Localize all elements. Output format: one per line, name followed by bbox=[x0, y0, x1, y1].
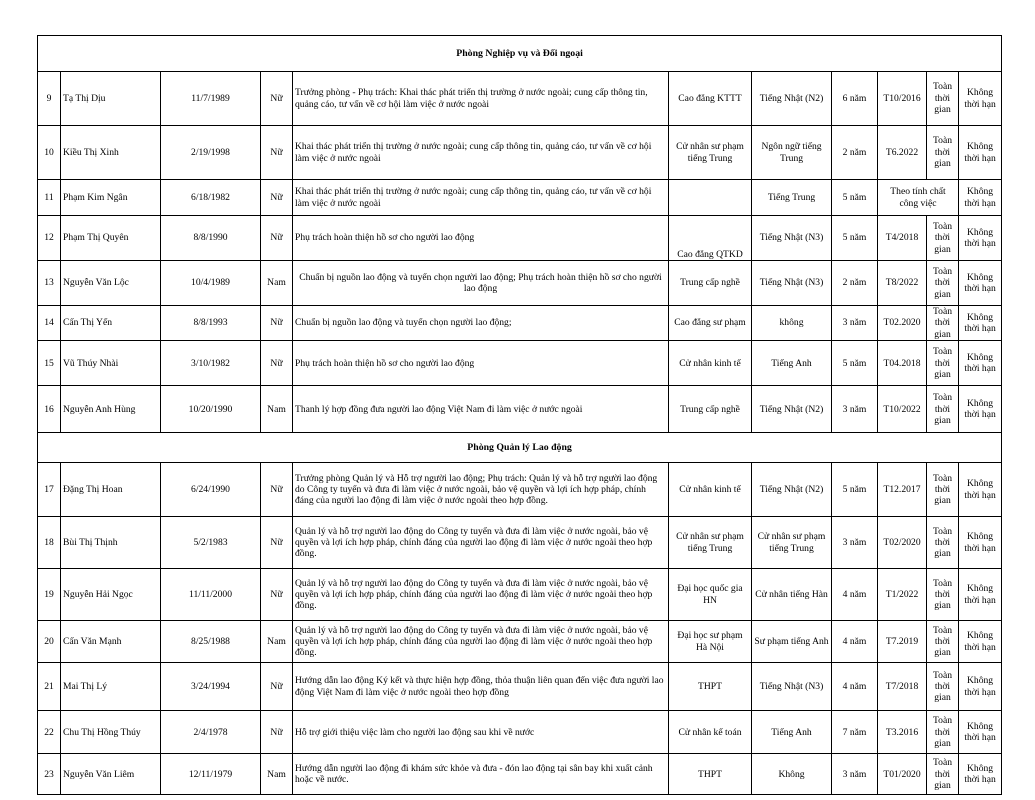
row-number: 22 bbox=[38, 711, 61, 754]
foreign-language: không bbox=[752, 306, 832, 341]
employee-name: Phạm Kim Ngân bbox=[61, 180, 161, 216]
foreign-language: Ngôn ngữ tiếng Trung bbox=[752, 126, 832, 180]
work-time: Toàn thời gian bbox=[927, 569, 959, 621]
table-row bbox=[38, 711, 1002, 754]
education-degree: Cử nhân kế toán bbox=[669, 711, 752, 754]
gender: Nam bbox=[261, 754, 293, 795]
job-duty: Hướng dẫn lao động Ký kết và thực hiện hợp đồng, thỏa thuận liên quan đến việc đưa người lao động Việt Nam đi làm việc ở nước ngoài theo hợp đồng bbox=[293, 663, 669, 711]
contract-type: Không thời hạn bbox=[959, 621, 1002, 663]
job-duty: Trưởng phòng Quản lý và Hỗ trợ người lao động; Phụ trách: Quản lý và hỗ trợ người lao động do Công ty tuyển và đưa đi làm việc ở nước ngoài, bảo vệ quyền và lợi ích hợp pháp, chính đáng của người lao động đi làm việc ở nước ngoài theo hợp đồng. bbox=[293, 463, 669, 517]
contract-type: Không thời hạn bbox=[959, 180, 1002, 216]
job-duty: Phụ trách hoàn thiện hồ sơ cho người lao động bbox=[293, 341, 669, 386]
foreign-language: Cử nhân tiếng Hàn bbox=[752, 569, 832, 621]
row-number: 20 bbox=[38, 621, 61, 663]
work-time: Toàn thời gian bbox=[927, 341, 959, 386]
table-row bbox=[38, 126, 1002, 180]
contract-type: Không thời hạn bbox=[959, 663, 1002, 711]
education-degree: Trung cấp nghề bbox=[669, 386, 752, 433]
start-date: T4/2018 bbox=[878, 216, 927, 261]
experience-years: 3 năm bbox=[832, 306, 878, 341]
job-duty: Quản lý và hỗ trợ người lao động do Công ty tuyển và đưa đi làm việc ở nước ngoài, bảo vệ quyền và lợi ích hợp pháp, chính đáng của người lao động đi làm việc ở nước ngoài theo hợp đồng. bbox=[293, 621, 669, 663]
job-duty: Trưởng phòng - Phụ trách: Khai thác phát triển thị trường ở nước ngoài; cung cấp thông tin, quảng cáo, tư vấn về cơ hội làm việc ở nước ngoài bbox=[293, 72, 669, 126]
employee-name: Tạ Thị Dịu bbox=[61, 72, 161, 126]
education-degree: Trung cấp nghề bbox=[669, 261, 752, 306]
row-number: 21 bbox=[38, 663, 61, 711]
experience-years: 5 năm bbox=[832, 216, 878, 261]
education-degree bbox=[669, 180, 752, 216]
experience-years: 3 năm bbox=[832, 517, 878, 569]
birth-date: 12/11/1979 bbox=[161, 754, 261, 795]
experience-years: 4 năm bbox=[832, 621, 878, 663]
employee-name: Cấn Văn Mạnh bbox=[61, 621, 161, 663]
education-degree: Cao đẳng KTTT bbox=[669, 72, 752, 126]
education-degree: THPT bbox=[669, 663, 752, 711]
contract-type: Không thời hạn bbox=[959, 306, 1002, 341]
contract-type: Không thời hạn bbox=[959, 711, 1002, 754]
contract-type: Không thời hạn bbox=[959, 72, 1002, 126]
work-time: Toàn thời gian bbox=[927, 386, 959, 433]
employee-name: Bùi Thị Thịnh bbox=[61, 517, 161, 569]
staff-table bbox=[37, 35, 1002, 795]
foreign-language: Tiếng Anh bbox=[752, 341, 832, 386]
foreign-language: Sư phạm tiếng Anh bbox=[752, 621, 832, 663]
foreign-language: Tiếng Nhật (N3) bbox=[752, 261, 832, 306]
gender: Nữ bbox=[261, 569, 293, 621]
section-title: Phòng Quản lý Lao động bbox=[38, 433, 1002, 463]
contract-type: Không thời hạn bbox=[959, 463, 1002, 517]
row-number: 19 bbox=[38, 569, 61, 621]
work-time: Toàn thời gian bbox=[927, 663, 959, 711]
experience-years: 2 năm bbox=[832, 261, 878, 306]
experience-years: 3 năm bbox=[832, 386, 878, 433]
contract-type: Không thời hạn bbox=[959, 517, 1002, 569]
row-number: 13 bbox=[38, 261, 61, 306]
birth-date: 11/7/1989 bbox=[161, 72, 261, 126]
gender: Nữ bbox=[261, 463, 293, 517]
table-row bbox=[38, 72, 1002, 126]
row-number: 12 bbox=[38, 216, 61, 261]
work-time: Toàn thời gian bbox=[927, 261, 959, 306]
row-number: 15 bbox=[38, 341, 61, 386]
experience-years: 5 năm bbox=[832, 463, 878, 517]
experience-years: 7 năm bbox=[832, 711, 878, 754]
foreign-language: Tiếng Trung bbox=[752, 180, 832, 216]
start-date: T7.2019 bbox=[878, 621, 927, 663]
foreign-language: Tiếng Nhật (N3) bbox=[752, 216, 832, 261]
education-degree: Đại học sư phạm Hà Nội bbox=[669, 621, 752, 663]
education-degree: Cử nhân sư phạm tiếng Trung bbox=[669, 517, 752, 569]
section-header-row bbox=[38, 433, 1002, 463]
job-duty: Chuẩn bị nguồn lao động và tuyển chọn người lao động; Phụ trách hoàn thiện hồ sơ cho người lao động bbox=[293, 261, 669, 306]
row-number: 10 bbox=[38, 126, 61, 180]
contract-type: Không thời hạn bbox=[959, 386, 1002, 433]
birth-date: 11/11/2000 bbox=[161, 569, 261, 621]
table-row bbox=[38, 663, 1002, 711]
work-time: Toàn thời gian bbox=[927, 517, 959, 569]
start-date: T6.2022 bbox=[878, 126, 927, 180]
experience-years: 2 năm bbox=[832, 126, 878, 180]
table-row bbox=[38, 569, 1002, 621]
start-date: T8/2022 bbox=[878, 261, 927, 306]
foreign-language: Tiếng Nhật (N2) bbox=[752, 463, 832, 517]
table-row bbox=[38, 463, 1002, 517]
work-time: Toàn thời gian bbox=[927, 621, 959, 663]
employee-name: Đặng Thị Hoan bbox=[61, 463, 161, 517]
gender: Nữ bbox=[261, 216, 293, 261]
work-time: Toàn thời gian bbox=[927, 126, 959, 180]
birth-date: 2/4/1978 bbox=[161, 711, 261, 754]
gender: Nữ bbox=[261, 341, 293, 386]
start-date: T01/2020 bbox=[878, 754, 927, 795]
foreign-language: Tiếng Nhật (N2) bbox=[752, 72, 832, 126]
birth-date: 10/20/1990 bbox=[161, 386, 261, 433]
table-row bbox=[38, 517, 1002, 569]
start-date: T3.2016 bbox=[878, 711, 927, 754]
foreign-language: Tiếng Nhật (N3) bbox=[752, 663, 832, 711]
start-date: T7/2018 bbox=[878, 663, 927, 711]
foreign-language: Tiếng Nhật (N2) bbox=[752, 386, 832, 433]
birth-date: 6/18/1982 bbox=[161, 180, 261, 216]
foreign-language: Không bbox=[752, 754, 832, 795]
start-date: T12.2017 bbox=[878, 463, 927, 517]
gender: Nữ bbox=[261, 517, 293, 569]
education-degree: Cử nhân kinh tế bbox=[669, 463, 752, 517]
row-number: 14 bbox=[38, 306, 61, 341]
work-time: Toàn thời gian bbox=[927, 306, 959, 341]
gender: Nữ bbox=[261, 663, 293, 711]
birth-date: 8/25/1988 bbox=[161, 621, 261, 663]
work-time: Toàn thời gian bbox=[927, 711, 959, 754]
start-date: T1/2022 bbox=[878, 569, 927, 621]
job-duty: Phụ trách hoàn thiện hồ sơ cho người lao động bbox=[293, 216, 669, 261]
start-date: T02.2020 bbox=[878, 306, 927, 341]
job-duty: Quản lý và hỗ trợ người lao động do Công ty tuyển và đưa đi làm việc ở nước ngoài, bảo vệ quyền và lợi ích hợp pháp, chính đáng của người lao động đi làm việc ở nước ngoài theo hợp đồng. bbox=[293, 517, 669, 569]
table-row bbox=[38, 386, 1002, 433]
section-header-row bbox=[38, 36, 1002, 72]
gender: Nam bbox=[261, 621, 293, 663]
start-date: T10/2022 bbox=[878, 386, 927, 433]
job-duty: Hướng dẫn người lao động đi khám sức khỏe và đưa - đón lao động tại sân bay khi xuất cảnh hoặc về nước. bbox=[293, 754, 669, 795]
contract-type: Không thời hạn bbox=[959, 126, 1002, 180]
row-number: 18 bbox=[38, 517, 61, 569]
row-number: 23 bbox=[38, 754, 61, 795]
contract-type: Không thời hạn bbox=[959, 569, 1002, 621]
table-row bbox=[38, 180, 1002, 216]
employee-name: Cấn Thị Yến bbox=[61, 306, 161, 341]
experience-years: 5 năm bbox=[832, 180, 878, 216]
gender: Nữ bbox=[261, 306, 293, 341]
job-duty: Chuẩn bị nguồn lao động và tuyển chọn người lao động; bbox=[293, 306, 669, 341]
contract-type: Không thời hạn bbox=[959, 754, 1002, 795]
table-row bbox=[38, 261, 1002, 306]
contract-type: Không thời hạn bbox=[959, 216, 1002, 261]
job-duty: Hỗ trợ giới thiệu việc làm cho người lao động sau khi về nước bbox=[293, 711, 669, 754]
birth-date: 10/4/1989 bbox=[161, 261, 261, 306]
education-degree: Cử nhân kinh tế bbox=[669, 341, 752, 386]
start-date: T02/2020 bbox=[878, 517, 927, 569]
table-row bbox=[38, 306, 1002, 341]
experience-years: 4 năm bbox=[832, 569, 878, 621]
employee-name: Vũ Thúy Nhài bbox=[61, 341, 161, 386]
table-row bbox=[38, 754, 1002, 795]
work-time: Toàn thời gian bbox=[927, 754, 959, 795]
education-degree: Cao đẳng QTKD bbox=[669, 216, 752, 261]
start-date: T04.2018 bbox=[878, 341, 927, 386]
employee-name: Phạm Thị Quyên bbox=[61, 216, 161, 261]
row-number: 11 bbox=[38, 180, 61, 216]
work-time-merged: Theo tính chất công việc bbox=[878, 180, 959, 216]
birth-date: 8/8/1990 bbox=[161, 216, 261, 261]
education-degree: Đại học quốc gia HN bbox=[669, 569, 752, 621]
gender: Nữ bbox=[261, 126, 293, 180]
gender: Nam bbox=[261, 261, 293, 306]
foreign-language: Cử nhân sư phạm tiếng Trung bbox=[752, 517, 832, 569]
table-row bbox=[38, 216, 1002, 261]
section-title: Phòng Nghiệp vụ và Đối ngoại bbox=[38, 36, 1002, 72]
birth-date: 2/19/1998 bbox=[161, 126, 261, 180]
table-row bbox=[38, 621, 1002, 663]
education-degree: Cử nhân sư phạm tiếng Trung bbox=[669, 126, 752, 180]
experience-years: 3 năm bbox=[832, 754, 878, 795]
experience-years: 5 năm bbox=[832, 341, 878, 386]
staff-table-body bbox=[38, 36, 1002, 795]
birth-date: 6/24/1990 bbox=[161, 463, 261, 517]
gender: Nữ bbox=[261, 72, 293, 126]
education-degree: THPT bbox=[669, 754, 752, 795]
birth-date: 8/8/1993 bbox=[161, 306, 261, 341]
table-row bbox=[38, 341, 1002, 386]
work-time: Toàn thời gian bbox=[927, 463, 959, 517]
employee-name: Kiều Thị Xinh bbox=[61, 126, 161, 180]
experience-years: 6 năm bbox=[832, 72, 878, 126]
gender: Nam bbox=[261, 386, 293, 433]
row-number: 16 bbox=[38, 386, 61, 433]
employee-name: Nguyễn Anh Hùng bbox=[61, 386, 161, 433]
job-duty: Quản lý và hỗ trợ người lao động do Công ty tuyển và đưa đi làm việc ở nước ngoài, bảo vệ quyền và lợi ích hợp pháp, chính đáng của người lao động đi làm việc ở nước ngoài theo hợp đồng. bbox=[293, 569, 669, 621]
employee-name: Nguyễn Hải Ngọc bbox=[61, 569, 161, 621]
birth-date: 3/24/1994 bbox=[161, 663, 261, 711]
gender: Nữ bbox=[261, 711, 293, 754]
employee-name: Nguyễn Văn Liêm bbox=[61, 754, 161, 795]
employee-name: Mai Thị Lý bbox=[61, 663, 161, 711]
birth-date: 3/10/1982 bbox=[161, 341, 261, 386]
contract-type: Không thời hạn bbox=[959, 261, 1002, 306]
job-duty: Khai thác phát triển thị trường ở nước ngoài; cung cấp thông tin, quảng cáo, tư vấn về cơ hội làm việc ở nước ngoài bbox=[293, 126, 669, 180]
contract-type: Không thời hạn bbox=[959, 341, 1002, 386]
education-degree: Cao đẳng sư phạm bbox=[669, 306, 752, 341]
gender: Nữ bbox=[261, 180, 293, 216]
employee-name: Nguyễn Văn Lộc bbox=[61, 261, 161, 306]
job-duty: Thanh lý hợp đồng đưa người lao động Việt Nam đi làm việc ở nước ngoài bbox=[293, 386, 669, 433]
experience-years: 4 năm bbox=[832, 663, 878, 711]
employee-name: Chu Thị Hồng Thúy bbox=[61, 711, 161, 754]
job-duty: Khai thác phát triển thị trường ở nước ngoài; cung cấp thông tin, quảng cáo, tư vấn về cơ hội làm việc ở nước ngoài bbox=[293, 180, 669, 216]
work-time: Toàn thời gian bbox=[927, 216, 959, 261]
start-date: T10/2016 bbox=[878, 72, 927, 126]
work-time: Toàn thời gian bbox=[927, 72, 959, 126]
foreign-language: Tiếng Anh bbox=[752, 711, 832, 754]
row-number: 9 bbox=[38, 72, 61, 126]
row-number: 17 bbox=[38, 463, 61, 517]
birth-date: 5/2/1983 bbox=[161, 517, 261, 569]
